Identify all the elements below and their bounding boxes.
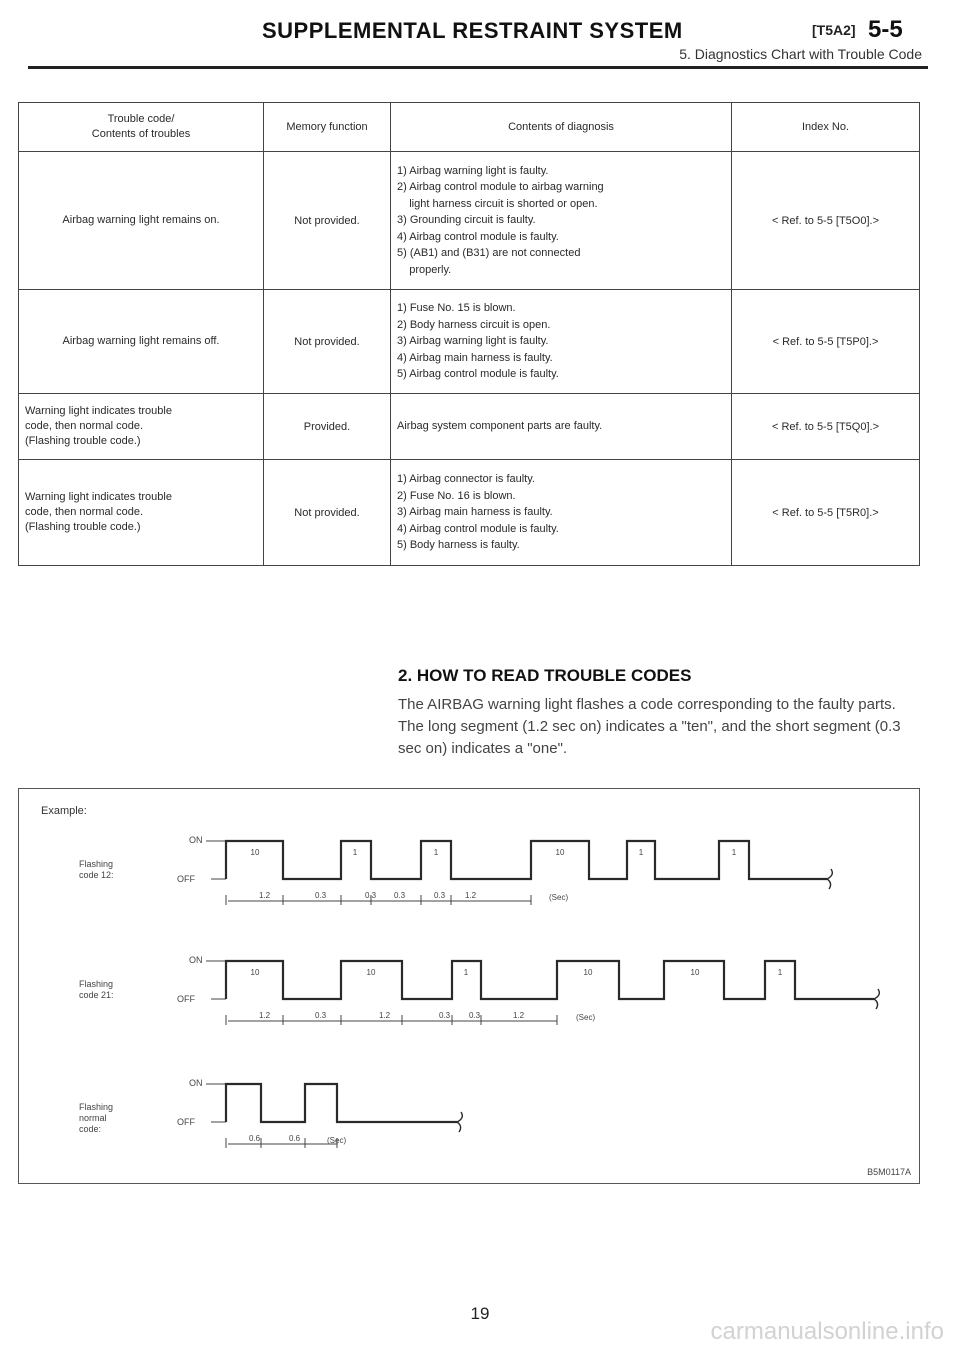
pulse-label: 1 [433,848,439,857]
memory-cell: Not provided. [264,152,391,290]
page-header-number: 5-5 [868,16,903,43]
segment-label: 0.3 [315,891,327,900]
table-row [19,290,920,394]
segment-label: 1.2 [259,1011,271,1020]
column-header-memory: Memory function [264,103,391,152]
signal-name-label: Flashing [79,1102,114,1112]
pulse-label: 1 [731,848,737,857]
waveform-continuation [827,869,832,889]
pulse-label: 1 [638,848,644,857]
diagnosis-item: 4) Airbag control module is faulty. [397,230,559,243]
index-cell: < Ref. to 5-5 [T5P0].> [732,290,920,394]
header-rule [28,66,928,69]
table-row [19,394,920,460]
timing-diagram-figure [18,788,920,1184]
signal-name-label: normal [79,1113,107,1123]
segment-label: 0.3 [315,1011,327,1020]
page-number: 19 [470,1304,490,1323]
section-paragraph: The AIRBAG warning light flashes a code corresponding to the faulty parts. [398,696,896,713]
segment-label: 1.2 [379,1011,391,1020]
section-heading: 2. HOW TO READ TROUBLE CODES [398,666,692,685]
diagnosis-item: 3) Airbag main harness is faulty. [397,506,553,519]
segment-label: 1.2 [513,1011,525,1020]
pulse-label: 1 [352,848,358,857]
signal-name-label: code 21: [79,990,114,1000]
timing-diagram [19,789,919,1183]
diagnosis-item: 1) Airbag warning light is faulty. [397,164,549,177]
signal-waveform [226,1084,457,1122]
page-header-subtitle: 5. Diagnostics Chart with Trouble Code [679,46,922,62]
segment-label: 0.3 [439,1011,451,1020]
signal-waveform [226,841,827,879]
on-label: ON [189,955,203,965]
segment-label: 0.3 [469,1011,481,1020]
segment-label: 0.3 [365,891,377,900]
watermark: carmanualsonline.info [710,1318,944,1345]
diagnosis-item: 5) Airbag control module is faulty. [397,368,559,381]
figure-code: B5M0117A [867,1167,911,1177]
segment-label: 0.3 [394,891,406,900]
seconds-label: (Sec) [576,1013,596,1022]
memory-cell: Provided. [264,394,391,460]
segment-label: 1.2 [259,891,271,900]
column-header-trouble: Trouble code/ Contents of troubles [19,103,264,152]
page-header-title: SUPPLEMENTAL RESTRAINT SYSTEM [262,18,683,43]
page-header-code: [T5A2] [812,22,856,38]
on-label: ON [189,835,203,845]
diagnosis-item: 4) Airbag main harness is faulty. [397,351,553,364]
diagnosis-cell [391,152,732,290]
pulse-label: 10 [690,968,700,977]
signal-waveform [226,961,874,999]
trouble-cell: Airbag warning light remains on. [19,152,264,290]
diagnosis-item: 1) Airbag connector is faulty. [397,473,535,486]
off-label: OFF [177,994,195,1004]
memory-cell: Not provided. [264,290,391,394]
pulse-label: 1 [463,968,469,977]
waveform-continuation [874,989,879,1009]
index-cell: < Ref. to 5-5 [T5O0].> [732,152,920,290]
pulse-label: 10 [366,968,376,977]
pulse-label: 10 [250,968,260,977]
diagnosis-cell [391,460,732,566]
diagnosis-item: 3) Grounding circuit is faulty. [397,214,536,227]
table-header-row [19,103,920,152]
column-header-index: Index No. [732,103,920,152]
off-label: OFF [177,1117,195,1127]
signal-name-label: Flashing [79,859,114,869]
segment-label: 0.6 [289,1134,301,1143]
diagnosis-item: 5) (AB1) and (B31) are not connected properly. [397,247,581,276]
signal-name-label: Flashing [79,979,114,989]
column-header-diagnosis: Contents of diagnosis [391,103,732,152]
how-to-read-section [398,666,928,760]
index-cell: < Ref. to 5-5 [T5R0].> [732,460,920,566]
table-row [19,152,920,290]
segment-label: 0.6 [249,1134,261,1143]
index-cell: < Ref. to 5-5 [T5Q0].> [732,394,920,460]
diagnosis-item: 3) Airbag warning light is faulty. [397,335,549,348]
trouble-cell: Warning light indicates trouble code, then normal code. (Flashing trouble code.) [19,394,264,460]
diagnostics-table [18,102,920,566]
pulse-label: 10 [555,848,565,857]
trouble-cell: Warning light indicates trouble code, then normal code. (Flashing trouble code.) [19,460,264,566]
seconds-label: (Sec) [327,1136,347,1145]
seconds-label: (Sec) [549,893,569,902]
off-label: OFF [177,874,195,884]
signal-name-label: code: [79,1124,102,1134]
segment-label: 0.3 [434,891,446,900]
diagnosis-item: 2) Airbag control module to airbag warning light harness circuit is shorted or open. [397,181,604,210]
figure-example-label: Example: [41,805,87,817]
pulse-label: 1 [777,968,783,977]
diagnosis-item: 2) Body harness circuit is open. [397,318,551,331]
diagnosis-cell [391,394,732,460]
pulse-label: 10 [250,848,260,857]
segment-label: 1.2 [465,891,477,900]
diagnosis-item: Airbag system component parts are faulty. [397,420,603,433]
pulse-label: 10 [583,968,593,977]
signal-name-label: code 12: [79,870,114,880]
on-label: ON [189,1078,203,1088]
section-paragraph: The long segment (1.2 sec on) indicates a "ten", and the short segment (0.3 sec on) indicates a "one". [398,718,901,757]
trouble-cell: Airbag warning light remains off. [19,290,264,394]
waveform-continuation [457,1112,462,1132]
memory-cell: Not provided. [264,460,391,566]
diagnosis-item: 5) Body harness is faulty. [397,539,520,552]
diagnosis-cell [391,290,732,394]
diagnosis-item: 4) Airbag control module is faulty. [397,522,559,535]
diagnosis-item: 1) Fuse No. 15 is blown. [397,302,516,315]
diagnosis-item: 2) Fuse No. 16 is blown. [397,489,516,502]
table-row [19,460,920,566]
